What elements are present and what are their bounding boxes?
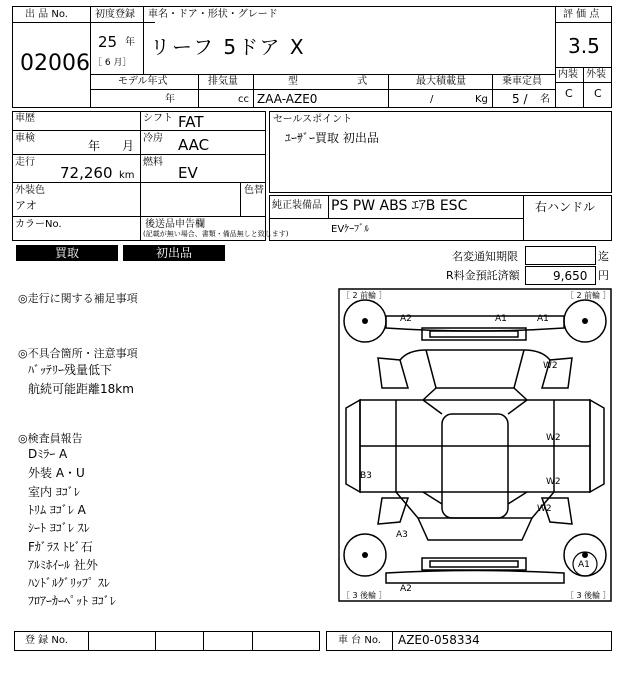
name-change-unit: 迄 (598, 250, 609, 263)
damage-mark: W2 (537, 504, 552, 514)
damage-mark: W2 (546, 477, 561, 487)
color-number-label: カラーNo. (15, 219, 62, 230)
shift-label: シフト (143, 113, 173, 124)
inspector-item: ﾄﾘﾑ ﾖｺﾞﾚ A (28, 503, 86, 517)
inspector-item: 室内 ﾖｺﾞﾚ (28, 485, 80, 499)
car-name-label: 車名・ドア・形状・グレード (148, 9, 278, 20)
inspector-item: ﾌﾛｱｰｶｰﾍﾟｯﾄ ﾖｺﾞﾚ (28, 594, 116, 608)
corner-rear-left-label: ［ 3 後輪 ］ (342, 591, 387, 600)
mileage: 72,260 (60, 164, 113, 182)
tag-first-listing: 初出品 (123, 245, 225, 261)
interior-label: 内装 (558, 69, 578, 80)
max-load-sep: / (430, 94, 434, 105)
damage-mark: A1 (578, 560, 590, 570)
inspector-report-title: ◎検査員報告 (18, 432, 83, 445)
defect-item: ﾊﾞｯﾃﾘｰ残量低下 (28, 363, 113, 377)
recolor-label: 色替 (244, 185, 264, 196)
damage-mark: A1 (495, 314, 507, 324)
first-registration-year: 25 (98, 33, 118, 51)
score: 3.5 (568, 34, 600, 58)
inspector-item: ｱﾙﾐﾎｲｰﾙ 社外 (28, 558, 98, 572)
lot-number: 02006 (20, 51, 90, 76)
driving-notes-title: ◎走行に関する補足事項 (18, 292, 138, 305)
tag-buy: 買取 (16, 245, 118, 261)
history-label: 車歴 (15, 113, 35, 124)
inspector-item: ﾊﾝﾄﾞﾙｸﾞﾘｯﾌﾟ ｽﾚ (28, 576, 110, 590)
car-name: リーフ 5ドア X (150, 35, 306, 59)
inspection-label: 車検 (15, 133, 35, 144)
max-load-unit: Kg (475, 94, 488, 105)
defect-item: 航続可能距離18km (28, 382, 134, 396)
equipment-label: 純正装備品 (272, 200, 322, 211)
first-registration-label: 初度登録 (95, 9, 135, 20)
inspector-item: Dﾐﾗｰ A (28, 447, 68, 461)
first-registration-month: ［ 6 月］ (93, 58, 132, 68)
inspector-item: ｼｰﾄ ﾖｺﾞﾚ ｽﾚ (28, 521, 90, 535)
fuel: EV (178, 164, 198, 182)
sales-point: ﾕｰｻﾞｰ買取 初出品 (285, 131, 379, 145)
capacity-label: 乗車定員 (502, 76, 542, 87)
exterior-label: 外装 (586, 69, 606, 80)
model-year-unit: 年 (165, 94, 175, 105)
interior-grade: C (565, 87, 573, 100)
lot-number-label: 出 品 No. (25, 9, 68, 20)
damage-mark: A2 (400, 314, 412, 324)
color: アオ (15, 199, 37, 212)
ac: AAC (178, 136, 210, 154)
aftermarket-note: (記載が無い場合、書類・備品無しと致します) (143, 230, 289, 238)
displacement-label: 排気量 (208, 76, 238, 87)
model-year-label: モデル年式 (118, 76, 168, 87)
displacement-unit: cc (238, 94, 249, 105)
mileage-unit: km (119, 170, 135, 181)
damage-mark: W2 (546, 433, 561, 443)
name-change-field (525, 246, 596, 265)
damage-mark: A1 (537, 314, 549, 324)
damage-mark: W2 (543, 361, 558, 371)
aftermarket-label: 後送品申告欄 (145, 219, 205, 230)
recycle-unit: 円 (598, 269, 609, 282)
color-label: 外装色 (15, 185, 45, 196)
sales-point-label: セールスポイント (273, 114, 353, 125)
chassis-number: AZE0-058334 (398, 633, 480, 647)
damage-mark: A2 (400, 584, 412, 594)
ev-cable: EVｹｰﾌﾞﾙ (331, 224, 370, 235)
capacity-unit: 名 (540, 94, 550, 105)
defect-notes-title: ◎不具合箇所・注意事項 (18, 347, 138, 360)
inspector-item: Fｶﾞﾗｽ ﾄﾋﾞ石 (28, 540, 93, 554)
inspection-year: 年 (88, 139, 101, 153)
fuel-label: 燃料 (143, 157, 163, 168)
mileage-label: 走行 (15, 157, 35, 168)
chassis-label: 車 台 No. (338, 635, 381, 646)
registration-label: 登 録 No. (25, 635, 68, 646)
recycle-label: R料金預託済額 (446, 269, 520, 282)
corner-front-left-label: ［ 2 前輪 ］ (342, 291, 387, 300)
first-registration-year-unit: 年 (125, 37, 135, 48)
model-type-label: 型 式 (288, 76, 396, 87)
inspector-item: 外装 A・U (28, 466, 85, 480)
ac-label: 冷房 (143, 133, 163, 144)
score-label: 評 価 点 (563, 9, 600, 20)
damage-mark: A3 (396, 530, 408, 540)
corner-front-right-label: ［ 2 前輪 ］ (566, 291, 611, 300)
max-load-label: 最大積載量 (416, 76, 466, 87)
handle-position: 右ハンドル (535, 200, 596, 214)
corner-rear-right-label: ［ 3 後輪 ］ (566, 591, 611, 600)
damage-mark: B3 (360, 471, 372, 481)
recycle-fee: 9,650 (553, 269, 588, 283)
inspection-month: 月 (122, 139, 135, 153)
exterior-grade: C (594, 87, 602, 100)
equipment: PS PW ABS ｴｱB ESC (331, 198, 468, 214)
shift: FAT (178, 113, 204, 131)
capacity: 5 / (512, 92, 528, 106)
model-type: ZAA-AZE0 (257, 92, 318, 106)
car-damage-diagram (338, 288, 612, 602)
name-change-label: 名変通知期限 (452, 250, 518, 263)
